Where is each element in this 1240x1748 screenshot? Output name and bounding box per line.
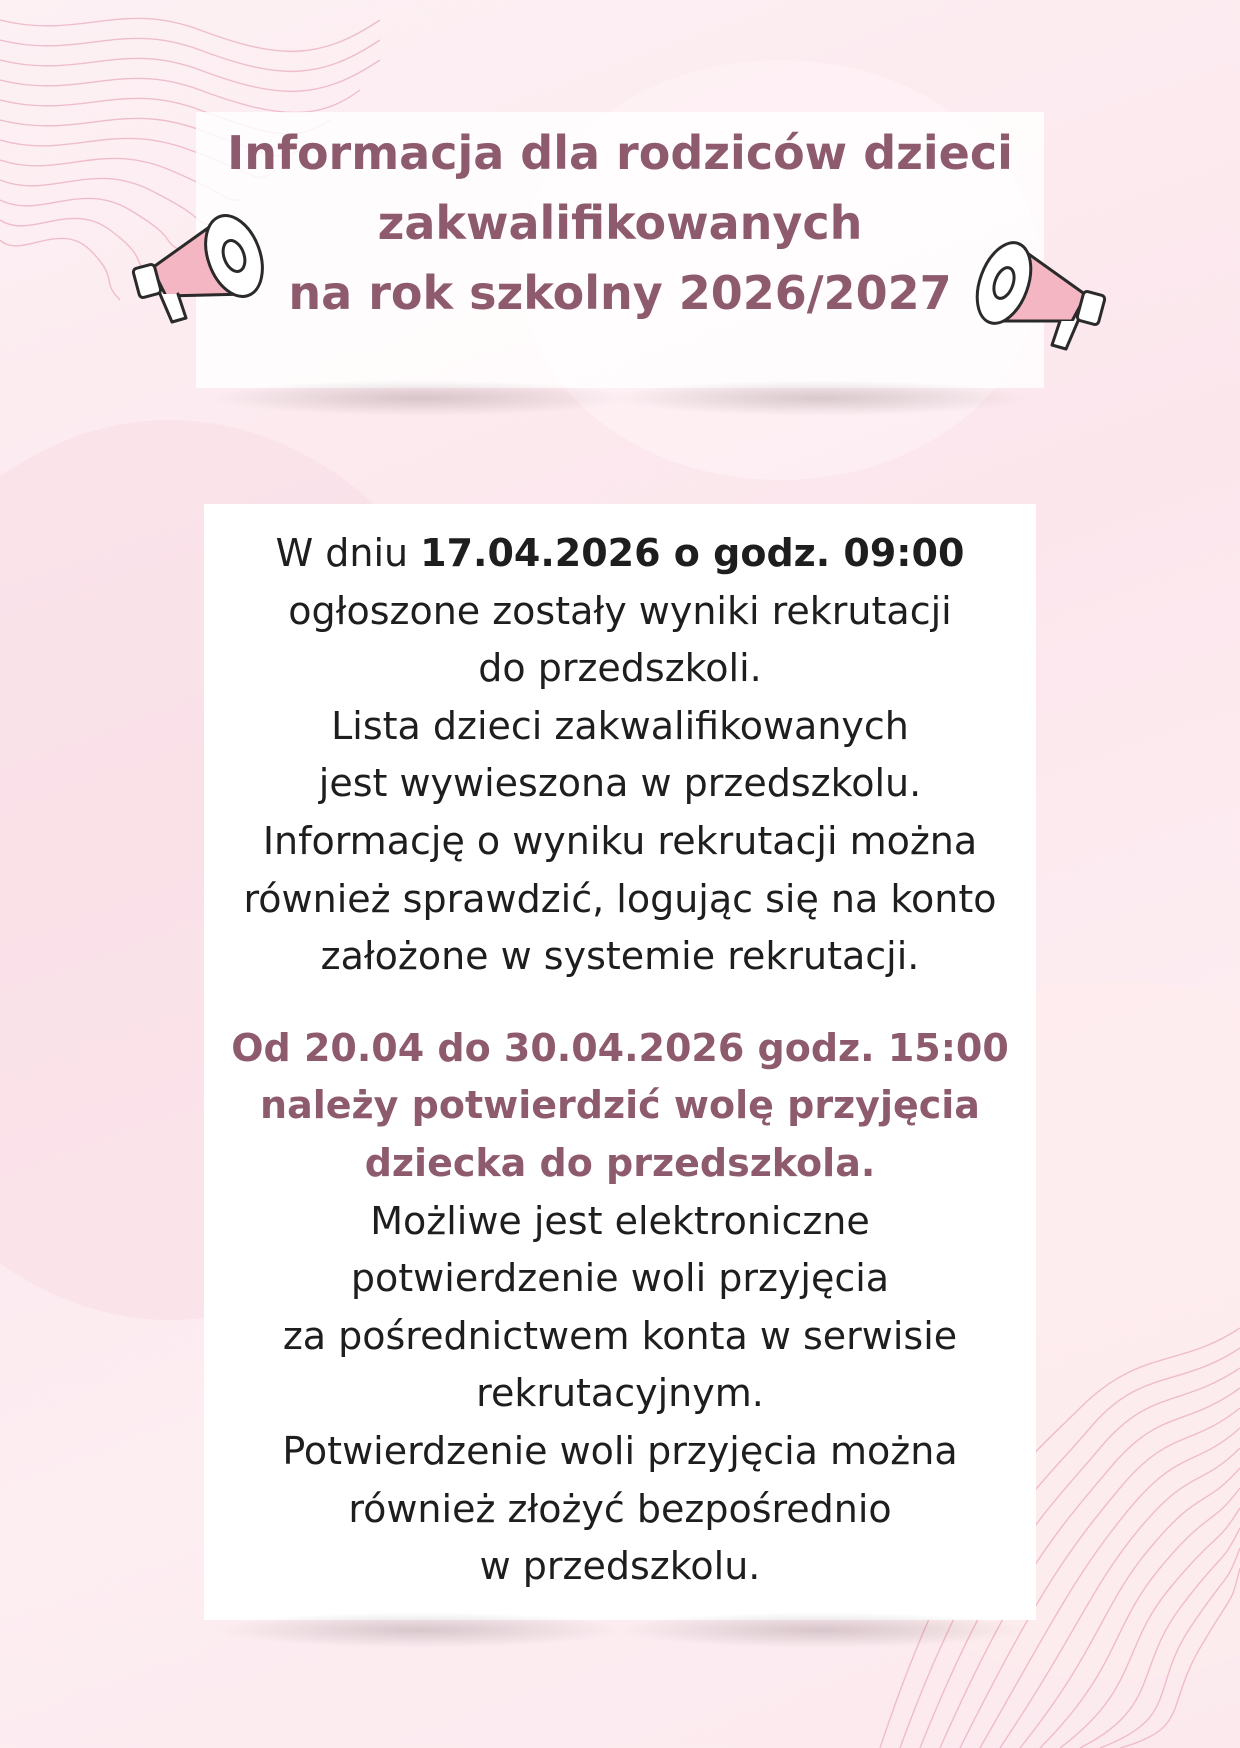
results-date-line bbox=[204, 525, 1036, 583]
text-line: w przedszkolu. bbox=[479, 1544, 761, 1589]
text-line: ogłoszone zostały wyniki rekrutacji bbox=[288, 588, 952, 633]
announcement-body bbox=[204, 525, 1036, 1596]
text-line: również złożyć bezpośrednio bbox=[348, 1486, 892, 1531]
text-line: do przedszkoli. bbox=[478, 646, 762, 691]
card-shadow bbox=[214, 1612, 624, 1648]
confirmation-paragraph bbox=[204, 1020, 1036, 1596]
text-line: Lista dzieci zakwalifikowanych bbox=[331, 703, 909, 748]
text-line: również sprawdzić, logując się na konto bbox=[243, 876, 997, 921]
text-line: jest wywieszona w przedszkolu. bbox=[318, 761, 922, 806]
text-line: Potwierdzenie woli przyjęcia można bbox=[282, 1428, 958, 1473]
card-shadow bbox=[210, 380, 630, 416]
text-line: Możliwe jest elektroniczne bbox=[370, 1198, 870, 1243]
highlight-line: dziecka do przedszkola. bbox=[364, 1140, 876, 1185]
title-line: Informacja dla rodziców dzieci bbox=[227, 126, 1013, 180]
highlight-line: należy potwierdzić wolę przyjęcia bbox=[260, 1083, 980, 1128]
results-date-time: 17.04.2026 o godz. 09:00 bbox=[420, 531, 965, 575]
card-shadow bbox=[610, 380, 1030, 416]
page-title bbox=[196, 118, 1044, 328]
title-line: na rok szkolny 2026/2027 bbox=[288, 266, 952, 320]
text-line: rekrutacyjnym. bbox=[476, 1371, 764, 1416]
text-line: założone w systemie rekrutacji. bbox=[320, 934, 920, 979]
title-line: zakwalifikowanych bbox=[377, 196, 863, 250]
highlight-line: Od 20.04 do 30.04.2026 godz. 15:00 bbox=[231, 1025, 1009, 1070]
megaphone-icon-right bbox=[960, 215, 1110, 365]
paragraph-gap bbox=[204, 986, 1036, 1020]
text-line: potwierdzenie woli przyjęcia bbox=[350, 1256, 890, 1301]
text-line: Informację o wyniku rekrutacji można bbox=[262, 818, 978, 863]
results-paragraph bbox=[204, 525, 1036, 986]
megaphone-icon-left bbox=[130, 190, 290, 340]
text-line: za pośrednictwem konta w serwisie bbox=[282, 1313, 958, 1358]
text-prefix: W dniu bbox=[275, 531, 421, 575]
card-shadow bbox=[616, 1612, 1026, 1648]
